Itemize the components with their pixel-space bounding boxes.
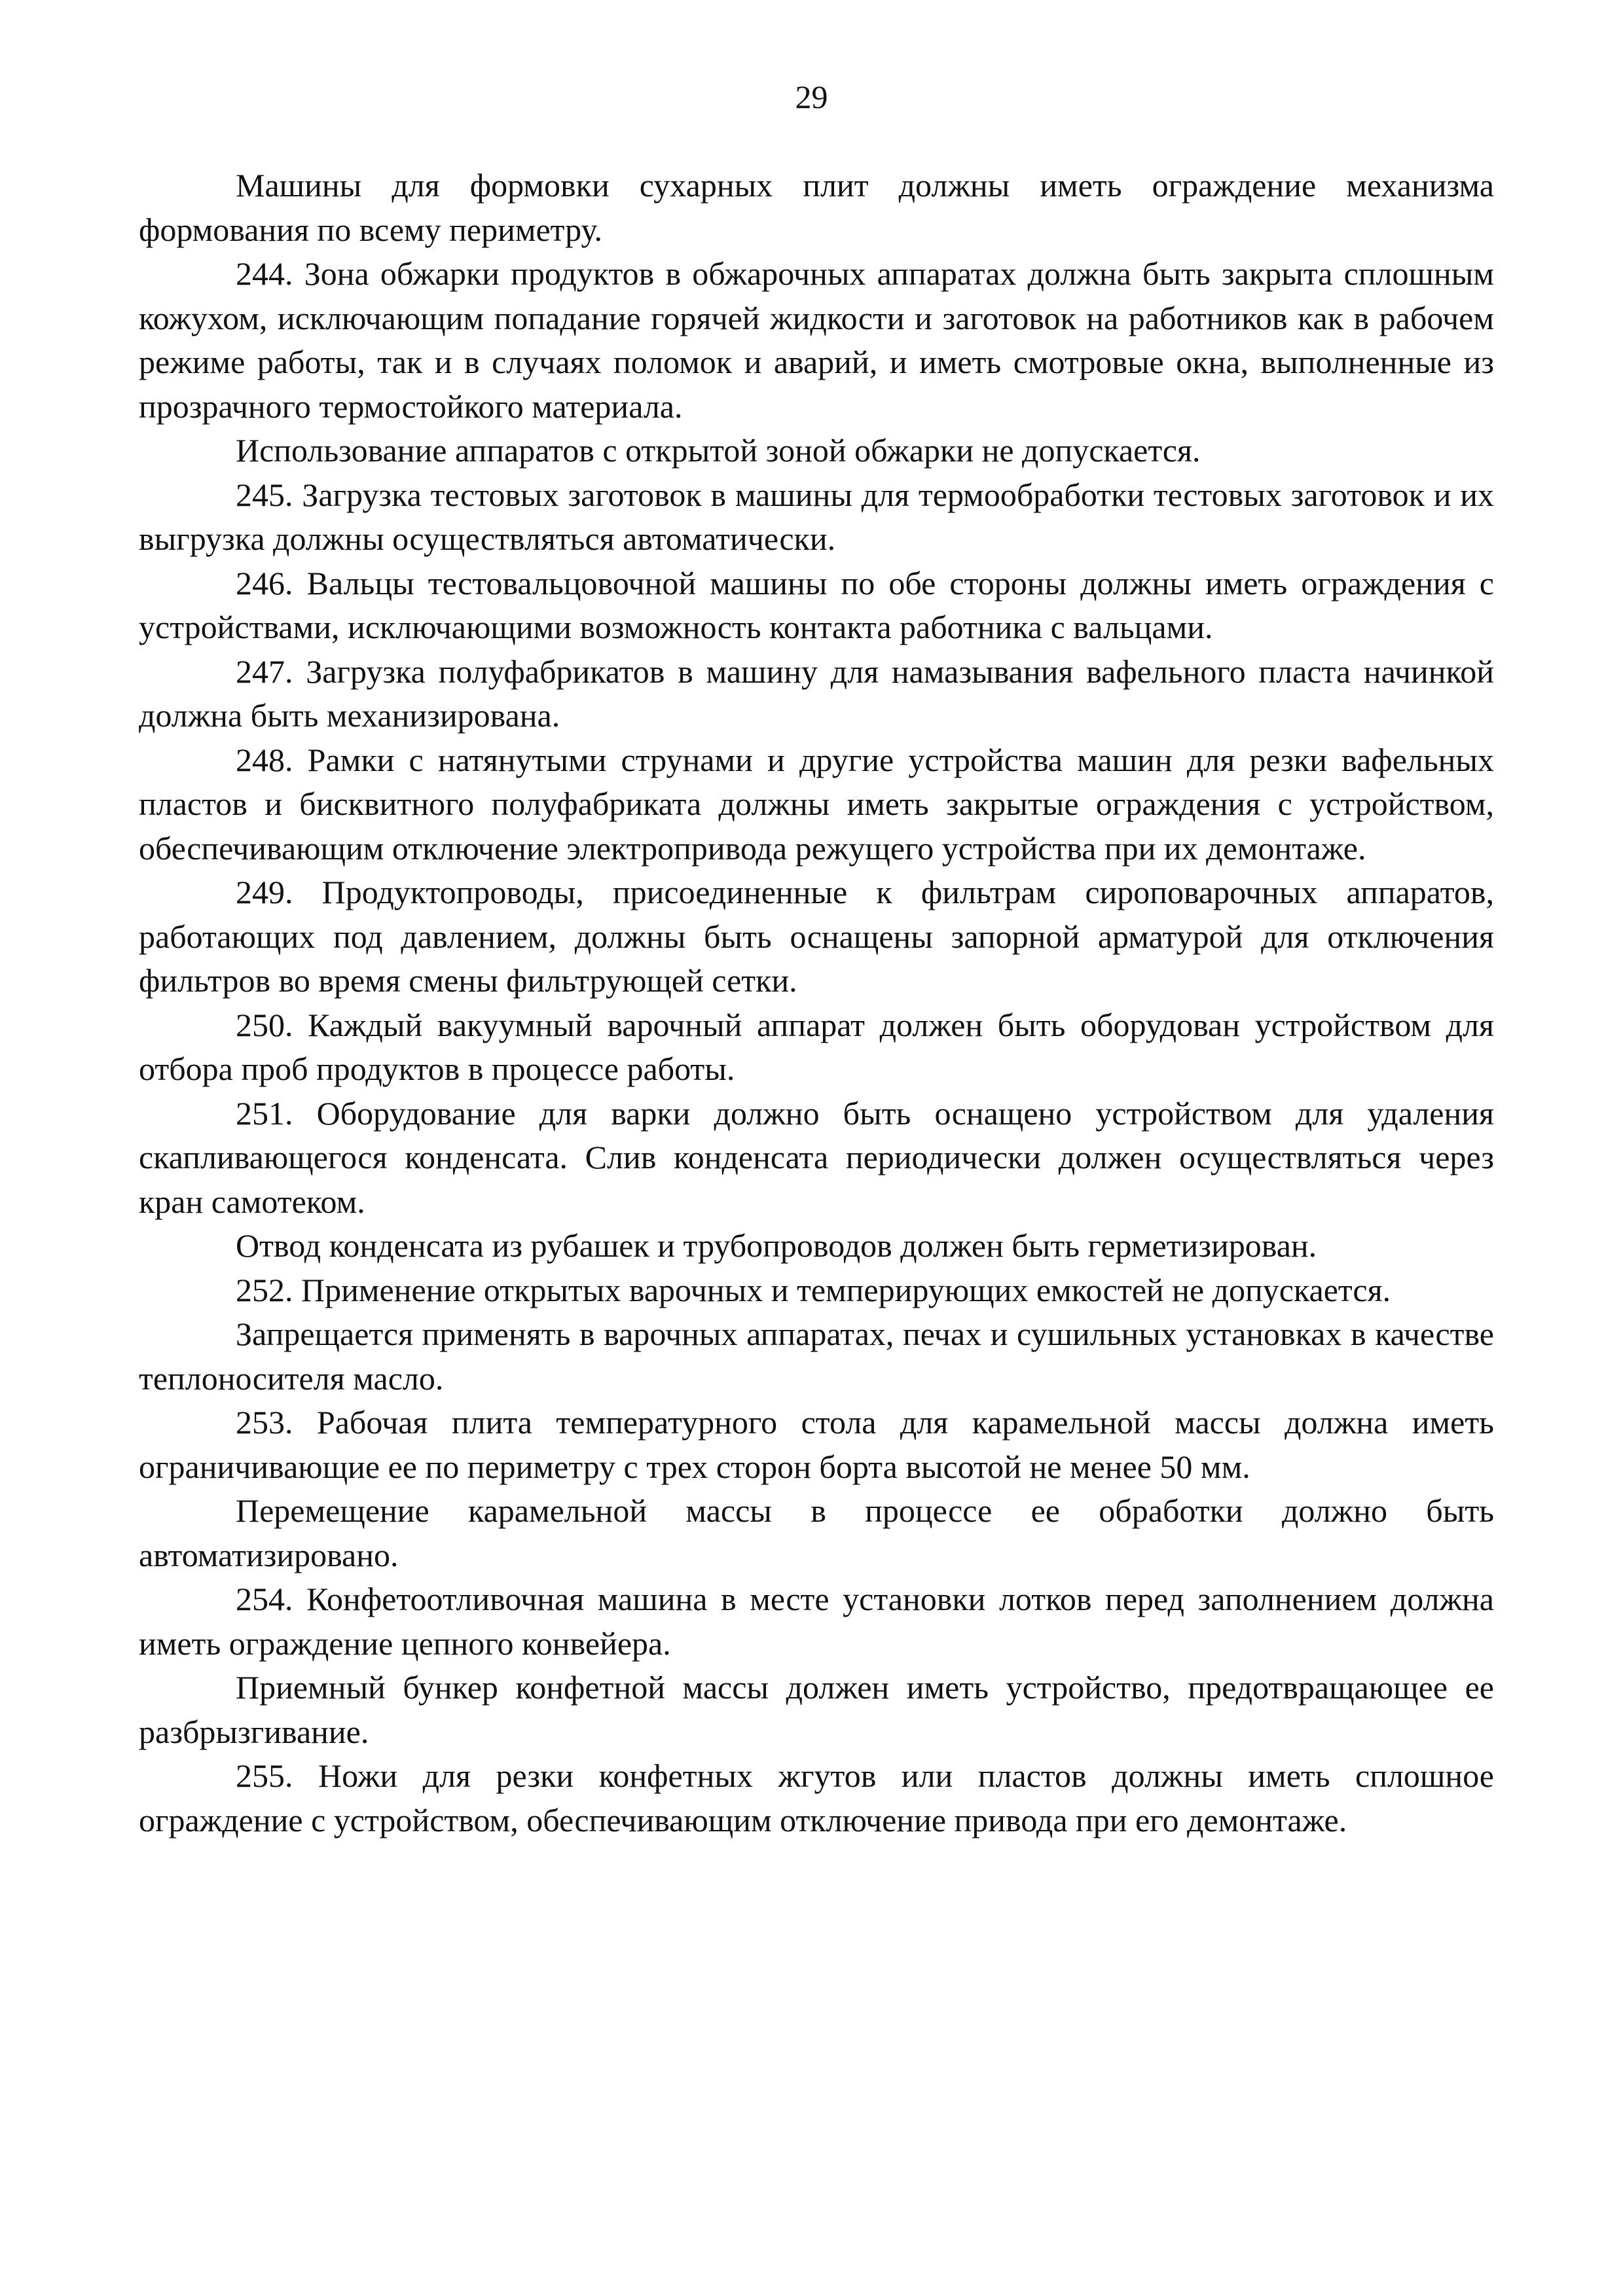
paragraph-254: 254. Конфетоотливочная машина в месте установки лотков перед заполнением должна иметь ограждение цепного конвейера.	[139, 1581, 1494, 1662]
paragraph-248: 248. Рамки с натянутыми струнами и другие устройства машин для резки вафельных пластов и бисквитного полуфабриката должны иметь закрытые ограждения с устройством, обеспечивающим отключение электропривода режущего устройства при их демонтаже.	[139, 741, 1494, 867]
paragraph-247: 247. Загрузка полуфабрикатов в машину для намазывания вафельного пласта начинкой должна быть механизирована.	[139, 653, 1494, 734]
paragraph-255: 255. Ножи для резки конфетных жгутов или пластов должны иметь сплошное ограждение с устройством, обеспечивающим отключение привода при его демонтаже.	[139, 1757, 1494, 1839]
document-body	[139, 164, 1494, 1842]
paragraph-249: 249. Продуктопроводы, присоединенные к фильтрам сироповарочных аппаратов, работающих под давлением, должны быть оснащены запорной арматурой для отключения фильтров во время смены фильтрующей сетки.	[139, 874, 1494, 999]
page-number: 29	[795, 79, 828, 115]
paragraph-formovka-intro: Машины для формовки сухарных плит должны иметь ограждение механизма формования по всему периметру.	[139, 167, 1494, 248]
paragraph-252: 252. Применение открытых варочных и темперирующих емкостей не допускается.	[236, 1271, 1391, 1308]
paragraph-252-note: Запрещается применять в варочных аппаратах, печах и сушильных установках в качестве теплоносителя масло.	[139, 1316, 1494, 1397]
paragraph-253-note: Перемещение карамельной массы в процессе ее обработки должно быть автоматизировано.	[139, 1492, 1494, 1573]
paragraph-251-note: Отвод конденсата из рубашек и трубопроводов должен быть герметизирован.	[236, 1227, 1317, 1264]
paragraph-245: 245. Загрузка тестовых заготовок в машины для термообработки тестовых заготовок и их выгрузка должны осуществляться автоматически.	[139, 476, 1494, 557]
paragraph-251: 251. Оборудование для варки должно быть оснащено устройством для удаления скапливающегося конденсата. Слив конденсата периодически должен осуществляться через кран самотеком.	[139, 1094, 1494, 1220]
paragraph-254-note: Приемный бункер конфетной массы должен иметь устройство, предотвращающее ее разбрызгивание.	[139, 1669, 1494, 1750]
paragraph-244-note: Использование аппаратов с открытой зоной обжарки не допускается.	[236, 432, 1201, 469]
paragraph-253: 253. Рабочая плита температурного стола для карамельной массы должна иметь ограничивающие ее по периметру с трех сторон борта высотой не менее 50 мм.	[139, 1404, 1494, 1485]
paragraph-246: 246. Вальцы тестовальцовочной машины по обе стороны должны иметь ограждения с устройствами, исключающими возможность контакта работника с вальцами.	[139, 564, 1494, 645]
paragraph-244: 244. Зона обжарки продуктов в обжарочных аппаратах должна быть закрыта сплошным кожухом, исключающим попадание горячей жидкости и заготовок на работников как в рабочем режиме работы, так и в случаях поломок и аварий, и иметь смотровые окна, выполненные из прозрачного термостойкого материала.	[139, 255, 1494, 425]
paragraph-250: 250. Каждый вакуумный варочный аппарат должен быть оборудован устройством для отбора проб продуктов в процессе работы.	[139, 1006, 1494, 1087]
